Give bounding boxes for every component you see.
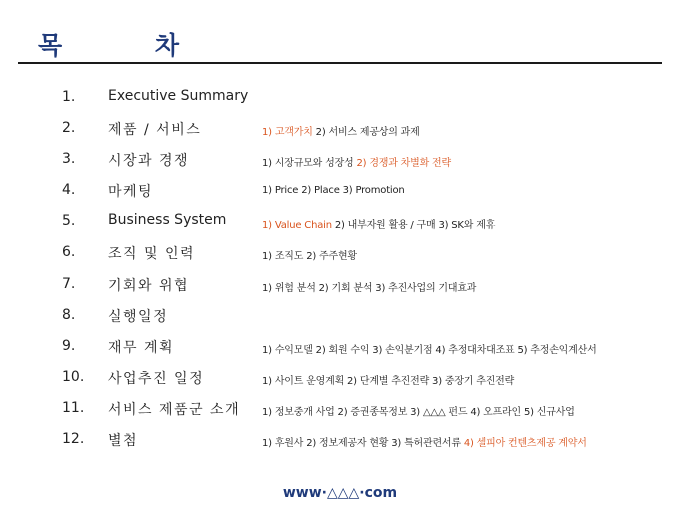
toc-item-subtopics [262, 279, 476, 294]
toc-item [0, 147, 680, 178]
toc-item-number: 4. [62, 182, 76, 199]
toc-item-subtopics [262, 434, 587, 449]
toc-item [0, 334, 680, 365]
toc-item [0, 272, 680, 303]
table-of-contents [0, 85, 680, 458]
toc-item [0, 427, 680, 458]
toc-item-subtopics [262, 403, 575, 418]
subtopic-highlight: 2) 경쟁과 차별화 전략 [356, 158, 451, 170]
toc-item [0, 365, 680, 396]
toc-item-number: 11. [62, 399, 85, 416]
subtopic-text: 1) 위험 분석 2) 기회 분석 3) 추진사업의 기대효과 [262, 282, 477, 294]
toc-item-title: 재무 계획 [108, 339, 175, 356]
toc-item-title: Executive Summary [108, 88, 249, 104]
subtopic-highlight: 1) 고객가치 [262, 127, 313, 139]
toc-item [0, 178, 680, 209]
toc-item-title: 기회와 위협 [108, 277, 190, 294]
title-divider [18, 62, 662, 64]
toc-item-number: 10. [62, 368, 85, 385]
toc-item-number: 3. [62, 151, 76, 168]
subtopic-highlight: 4) 셀피아 컨텐츠제공 계약서 [463, 438, 587, 450]
toc-item-number: 9. [62, 337, 76, 354]
toc-item-title: Business System [108, 212, 227, 229]
toc-item-number: 2. [62, 120, 76, 137]
toc-item-subtopics [262, 372, 514, 387]
toc-item-title: 조직 및 인력 [108, 246, 196, 263]
toc-item-subtopics [262, 154, 451, 169]
subtopic-text: 1) 조직도 2) 주주현황 [262, 251, 357, 263]
toc-item [0, 396, 680, 427]
toc-item-subtopics [262, 341, 597, 356]
subtopic-text: 2) 서비스 제공상의 과제 [312, 127, 420, 139]
subtopic-highlight: 1) Value Chain [262, 220, 332, 232]
subtopic-text: 2) 내부자원 활용 / 구매 3) SK와 제휴 [331, 220, 496, 232]
toc-item [0, 116, 680, 147]
toc-item-number: 7. [62, 275, 76, 292]
toc-item [0, 240, 680, 271]
toc-item [0, 209, 680, 240]
toc-item [0, 85, 680, 116]
toc-item-subtopics [262, 247, 357, 262]
toc-item-title: 시장과 경쟁 [108, 153, 190, 170]
toc-item-subtopics [262, 123, 420, 138]
toc-item-number: 1. [62, 89, 76, 105]
toc-item-subtopics [262, 216, 495, 231]
subtopic-text: 1) 사이트 운영계획 2) 단계별 추진전략 3) 중장기 추진전략 [262, 375, 515, 387]
toc-item-title: 제품 / 서비스 [108, 122, 202, 139]
toc-item-title: 사업추진 일정 [108, 370, 205, 387]
toc-item-subtopics [262, 185, 405, 196]
page-title: 목 차 [38, 31, 222, 60]
footer-url: www·△△△·com [282, 485, 398, 501]
toc-item-title: 별첨 [108, 433, 139, 450]
toc-item [0, 303, 680, 334]
toc-item-title: 마케팅 [108, 184, 154, 201]
toc-item-number: 12. [62, 431, 85, 448]
toc-item-title: 실행일정 [108, 308, 169, 325]
subtopic-text: 1) 수익모델 2) 회원 수익 3) 손익분기점 4) 추정대차대조표 5) 추정손익계산서 [262, 344, 597, 356]
toc-item-number: 5. [62, 213, 76, 230]
toc-item-number: 8. [62, 306, 76, 323]
subtopic-text: 1) 후원사 2) 정보제공자 현황 3) 특허관련서류 [262, 438, 464, 450]
toc-item-number: 6. [62, 244, 76, 261]
subtopic-text: 1) 시장규모와 성장성 [262, 158, 357, 170]
subtopic-text: 1) 정보중개 사업 2) 증권종목정보 3) △△△ 펀드 4) 오프라인 5) 신규사업 [262, 406, 575, 418]
toc-item-title: 서비스 제품군 소개 [108, 401, 241, 418]
subtopic-text: 1) Price 2) Place 3) Promotion [262, 185, 405, 197]
